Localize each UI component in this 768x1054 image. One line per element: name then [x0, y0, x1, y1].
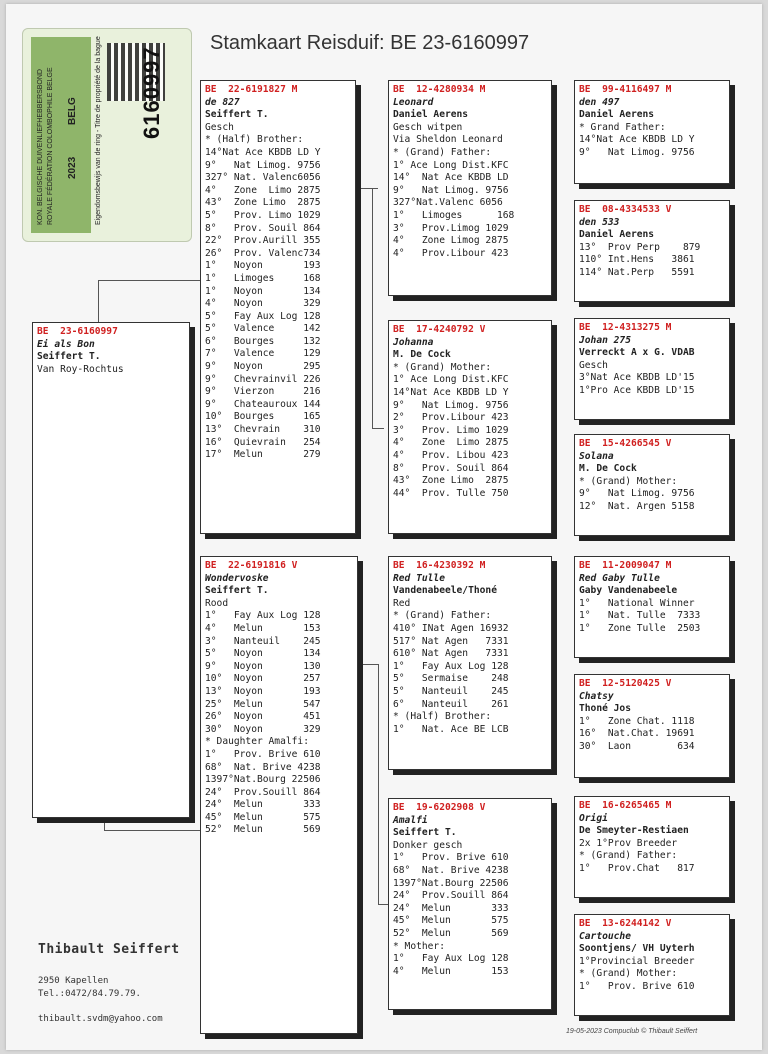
result-line: 26° Prov. Valenc734: [205, 247, 321, 259]
result-line: 13° Prov Perp 879: [579, 241, 701, 253]
pigeon-name: Johan 275: [579, 334, 631, 346]
pigeon-owner: Seiffert T.: [205, 585, 269, 597]
result-line: 8° Prov. Souil 864: [205, 222, 321, 234]
result-line: Rood: [205, 597, 229, 609]
result-line: * (Grand) Father:: [393, 146, 492, 158]
breeder-name: Thibault Seiffert: [38, 942, 180, 957]
ring-certificate-tag: [22, 28, 192, 242]
result-line: 5° Noyon 134: [205, 648, 321, 660]
result-line: 12° Nat. Argen 5158: [579, 500, 695, 512]
result-line: 45° Melun 575: [205, 811, 321, 823]
pigeon-name: Origi: [579, 812, 608, 824]
result-line: 13° Noyon 193: [205, 685, 321, 697]
result-line: 24° Prov.Souill 864: [205, 786, 321, 798]
connector-mm-mmf: [554, 844, 565, 964]
result-line: 327°Nat.Valenc 6056: [393, 197, 503, 209]
result-line: 517° Nat Agen 7331: [393, 635, 509, 647]
result-line: 1° Prov. Brive 610: [205, 748, 321, 760]
result-line: 44° Prov. Tulle 750: [393, 487, 509, 499]
breeder-info: [38, 942, 180, 1026]
result-line: 4° Melun 153: [205, 622, 321, 634]
pedigree-card-fff: [574, 80, 730, 184]
result-line: * (Grand) Father:: [393, 610, 492, 622]
result-line: 3° Nanteuil 245: [205, 635, 321, 647]
result-line: 9° Nat Limog. 9756: [579, 488, 695, 500]
result-line: Via Sheldon Leonard: [393, 134, 503, 146]
result-line: 68° Nat. Brive 4238: [205, 761, 321, 773]
tag-text-3: Eigendomsbewijs van de ring - Titre de propriété de la bague: [95, 36, 102, 225]
result-line: 6° Bourges 132: [205, 335, 321, 347]
result-line: 1° Zone Chat. 1118: [579, 715, 695, 727]
result-line: 1° Limoges 168: [393, 209, 515, 221]
result-line: 1° Fay Aux Log 128: [393, 953, 509, 965]
result-line: 14°Nat Ace KBDB LD Y: [579, 134, 695, 146]
result-line: 8° Prov. Souil 864: [393, 462, 509, 474]
pigeon-name: Johanna: [393, 336, 434, 348]
result-line: 3°Nat Ace KBDB LD'15: [579, 372, 695, 384]
result-line: 1° Noyon 193: [205, 260, 321, 272]
pedigree-card-mother-mother: [388, 798, 552, 1010]
result-line: 68° Nat. Brive 4238: [393, 864, 509, 876]
result-line: 1° Fay Aux Log 128: [205, 610, 321, 622]
result-line: 52° Melun 569: [393, 927, 509, 939]
ring-number: BE 22-6191827 M: [205, 84, 298, 95]
result-line: 1397°Nat.Bourg 22506: [393, 877, 509, 889]
result-line: Gesch witpen: [393, 121, 463, 133]
result-line: 16° Nat.Chat. 19691: [579, 728, 695, 740]
result-line: 1° Nat. Ace BE LCB: [393, 723, 509, 735]
result-line: 7° Valence 129: [205, 348, 321, 360]
result-line: 9° Nat Limog. 9756: [393, 399, 509, 411]
pedigree-card-mother-father: [388, 556, 552, 770]
ring-number: BE 16-4230392 M: [393, 560, 486, 571]
result-line: 24° Melun 333: [205, 799, 321, 811]
result-line: 4° Zone Limog 2875: [393, 235, 509, 247]
ring-number: BE 22-6191816 V: [205, 560, 298, 571]
result-line: 4° Noyon 329: [205, 298, 321, 310]
result-line: * (Half) Brother:: [393, 711, 492, 723]
pigeon-owner: Vandenabeele/Thoné: [393, 585, 497, 597]
ring-number: BE 17-4240792 V: [393, 324, 486, 335]
ring-number: BE 12-4280934 M: [393, 84, 486, 95]
pigeon-owner: De Smeyter-Restiaen: [579, 825, 689, 837]
result-line: 2° Prov.Libour 423: [393, 412, 509, 424]
result-line: 25° Melun 547: [205, 698, 321, 710]
tag-year: 2023: [67, 156, 78, 179]
result-line: 45° Melun 575: [393, 915, 509, 927]
result-line: * (Grand) Mother:: [393, 361, 492, 373]
tag-ring-number: 6160997: [139, 46, 164, 139]
pigeon-owner: Daniel Aerens: [393, 109, 469, 121]
result-line: 1° Limoges 168: [205, 272, 321, 284]
result-line: 16° Quievrain 254: [205, 436, 321, 448]
result-line: 24° Prov.Souill 864: [393, 890, 509, 902]
pigeon-name: Wondervoske: [205, 572, 269, 584]
pigeon-name: Chatsy: [579, 690, 614, 702]
result-line: Gesch: [205, 121, 234, 133]
ring-number: BE 23-6160997: [37, 326, 118, 337]
result-line: Van Roy-Rochtus: [37, 363, 124, 375]
connector-fm-fmf: [554, 364, 565, 482]
result-line: 610° Nat Agen 7331: [393, 648, 509, 660]
result-line: 1°Pro Ace KBDB LD'15: [579, 384, 695, 396]
pedigree-card-father-father: [388, 80, 552, 296]
result-line: 30° Laon 634: [579, 740, 695, 752]
result-line: 24° Melun 333: [393, 902, 509, 914]
result-line: 2x 1°Prov Breeder: [579, 837, 678, 849]
result-line: 52° Melun 569: [205, 824, 321, 836]
pigeon-owner: Seiffert T.: [393, 827, 457, 839]
pigeon-name: Solana: [579, 450, 614, 462]
result-line: 9° Nat Limog. 9756: [393, 184, 509, 196]
result-line: 26° Noyon 451: [205, 711, 321, 723]
ring-number: BE 16-6265465 M: [579, 800, 672, 811]
result-line: 30° Noyon 329: [205, 723, 321, 735]
tag-text-1: KON. BELGISCHE DUIVENLIEFHEBBERSBOND: [37, 69, 44, 225]
pigeon-owner: Seiffert T.: [205, 109, 269, 121]
pedigree-card-ffm: [574, 200, 730, 302]
result-line: 4° Melun 153: [393, 965, 509, 977]
result-line: 9° Chevrainvil 226: [205, 373, 321, 385]
result-line: * Daughter Amalfi:: [205, 736, 309, 748]
result-line: 9° Vierzon 216: [205, 386, 321, 398]
pedigree-card-mff: [574, 556, 730, 658]
result-line: 5° Sermaise 248: [393, 673, 509, 685]
ring-number: BE 11-2009047 M: [579, 560, 672, 571]
pigeon-name: Amalfi: [393, 814, 428, 826]
pedigree-card-mmm: [574, 914, 730, 1016]
result-line: 1° Zone Tulle 2503: [579, 622, 701, 634]
ring-number: BE 19-6202908 V: [393, 802, 486, 813]
result-line: 9° Nat Limog. 9756: [205, 159, 321, 171]
result-line: 9° Nat Limog. 9756: [579, 146, 695, 158]
pigeon-owner: Seiffert T.: [37, 351, 101, 363]
result-line: 1° Ace Long Dist.KFC: [393, 374, 509, 386]
result-line: 22° Prov.Aurill 355: [205, 235, 321, 247]
result-line: 4° Zone Limo 2875: [393, 437, 509, 449]
pigeon-owner: Daniel Aerens: [579, 109, 655, 121]
breeder-email: thibault.svdm@yahoo.com: [38, 1014, 163, 1024]
result-line: Donker gesch: [393, 839, 463, 851]
result-line: * (Grand) Father:: [579, 850, 678, 862]
pigeon-name: den 533: [579, 216, 620, 228]
pigeon-owner: Soontjens/ VH Uyterh: [579, 943, 695, 955]
pigeon-owner: Thoné Jos: [579, 703, 631, 715]
result-line: 1° Prov.Chat 817: [579, 862, 695, 874]
result-line: 17° Melun 279: [205, 449, 321, 461]
result-line: * (Grand) Mother:: [579, 475, 678, 487]
pigeon-owner: Daniel Aerens: [579, 229, 655, 241]
result-line: 10° Bourges 165: [205, 411, 321, 423]
result-line: 1° Prov. Brive 610: [579, 980, 695, 992]
tag-text-2: ROYALE FÉDÉRATION COLOMBOPHILE BELGE: [47, 67, 54, 225]
pedigree-card-fmf: [574, 318, 730, 420]
pigeon-owner: Gaby Vandenabeele: [579, 585, 678, 597]
pigeon-owner: M. De Cock: [579, 463, 637, 475]
pigeon-name: Leonard: [393, 96, 434, 108]
result-line: 14° Nat Ace KBDB LD: [393, 172, 509, 184]
ring-number: BE 12-5120425 V: [579, 678, 672, 689]
result-line: Red: [393, 597, 411, 609]
result-line: 110° Int.Hens 3861: [579, 254, 695, 266]
ring-number: BE 12-4313275 M: [579, 322, 672, 333]
result-line: 327° Nat. Valenc6056: [205, 172, 321, 184]
pedigree-sheet: [6, 4, 762, 1050]
breeder-phone: Tel.:0472/84.79.79.: [38, 989, 141, 999]
result-line: 10° Noyon 257: [205, 673, 321, 685]
pedigree-card-mfm: [574, 674, 730, 778]
pigeon-owner: M. De Cock: [393, 349, 451, 361]
result-line: 1397°Nat.Bourg 22506: [205, 774, 321, 786]
pedigree-card-fmm: [574, 434, 730, 536]
connector-fm-h: [372, 428, 384, 430]
connector-m-mf: [362, 664, 378, 666]
ring-number: BE 13-6244142 V: [579, 918, 672, 929]
pigeon-name: de 827: [205, 96, 240, 108]
pigeon-name: Ei als Bon: [37, 338, 95, 350]
ring-number: BE 08-4334533 V: [579, 204, 672, 215]
result-line: 43° Zone Limo 2875: [205, 197, 321, 209]
result-line: 14°Nat Ace KBDB LD Y: [205, 146, 321, 158]
connector-f-fm: [372, 188, 383, 428]
result-line: 114° Nat.Perp 5591: [579, 266, 695, 278]
footer-credit: 19-05-2023 Compuclub © Thibault Seiffert: [566, 1028, 698, 1035]
pedigree-card-father-mother: [388, 320, 552, 534]
result-line: 4° Zone Limo 2875: [205, 184, 321, 196]
ring-number: BE 15-4266545 V: [579, 438, 672, 449]
result-line: * (Grand) Mother:: [579, 968, 678, 980]
result-line: 5° Nanteuil 245: [393, 685, 509, 697]
result-line: 9° Noyon 295: [205, 361, 321, 373]
page-title: Stamkaart Reisduif: BE 23-6160997: [210, 32, 530, 54]
result-line: 1° Nat. Tulle 7333: [579, 610, 701, 622]
result-line: 1° Fay Aux Log 128: [393, 660, 509, 672]
result-line: 9° Noyon 130: [205, 660, 321, 672]
pigeon-name: Red Tulle: [393, 572, 445, 584]
result-line: 410° INat Agen 16932: [393, 622, 509, 634]
pedigree-card-main: [32, 322, 190, 818]
connector-ff-fff: [554, 128, 565, 248]
result-line: 1°Provincial Breeder: [579, 955, 695, 967]
result-line: 1° Noyon 134: [205, 285, 321, 297]
result-line: 9° Chateauroux 144: [205, 398, 321, 410]
result-line: 5° Prov. Limo 1029: [205, 209, 321, 221]
result-line: 14°Nat Ace KBDB LD Y: [393, 386, 509, 398]
result-line: 5° Fay Aux Log 128: [205, 310, 321, 322]
result-line: 1° Prov. Brive 610: [393, 852, 509, 864]
pedigree-card-mmf: [574, 796, 730, 898]
tag-country: BELG: [67, 97, 78, 125]
result-line: * Mother:: [393, 940, 445, 952]
pigeon-name: Cartouche: [579, 930, 631, 942]
result-line: 43° Zone Limo 2875: [393, 475, 509, 487]
connector-mf-mff: [554, 602, 565, 720]
result-line: 3° Prov.Limog 1029: [393, 222, 509, 234]
pedigree-card-father: [200, 80, 356, 534]
result-line: * (Half) Brother:: [205, 134, 304, 146]
breeder-address: 2950 Kapellen: [38, 976, 109, 986]
connector-main-father: [98, 280, 201, 323]
result-line: 3° Prov. Limo 1029: [393, 424, 509, 436]
result-line: 13° Chevrain 310: [205, 424, 321, 436]
result-line: 5° Valence 142: [205, 323, 321, 335]
ring-number: BE 99-4116497 M: [579, 84, 672, 95]
pigeon-owner: Verreckt A x G. VDAB: [579, 347, 695, 359]
pigeon-name: Red Gaby Tulle: [579, 572, 660, 584]
result-line: Gesch: [579, 359, 608, 371]
pedigree-card-mother: [200, 556, 358, 1034]
result-line: * Grand Father:: [579, 121, 666, 133]
result-line: 6° Nanteuil 261: [393, 698, 509, 710]
pigeon-name: den 497: [579, 96, 620, 108]
result-line: 1° National Winner: [579, 597, 695, 609]
result-line: 4° Prov.Libour 423: [393, 247, 509, 259]
result-line: 1° Ace Long Dist.KFC: [393, 159, 509, 171]
result-line: 4° Prov. Libou 423: [393, 449, 509, 461]
